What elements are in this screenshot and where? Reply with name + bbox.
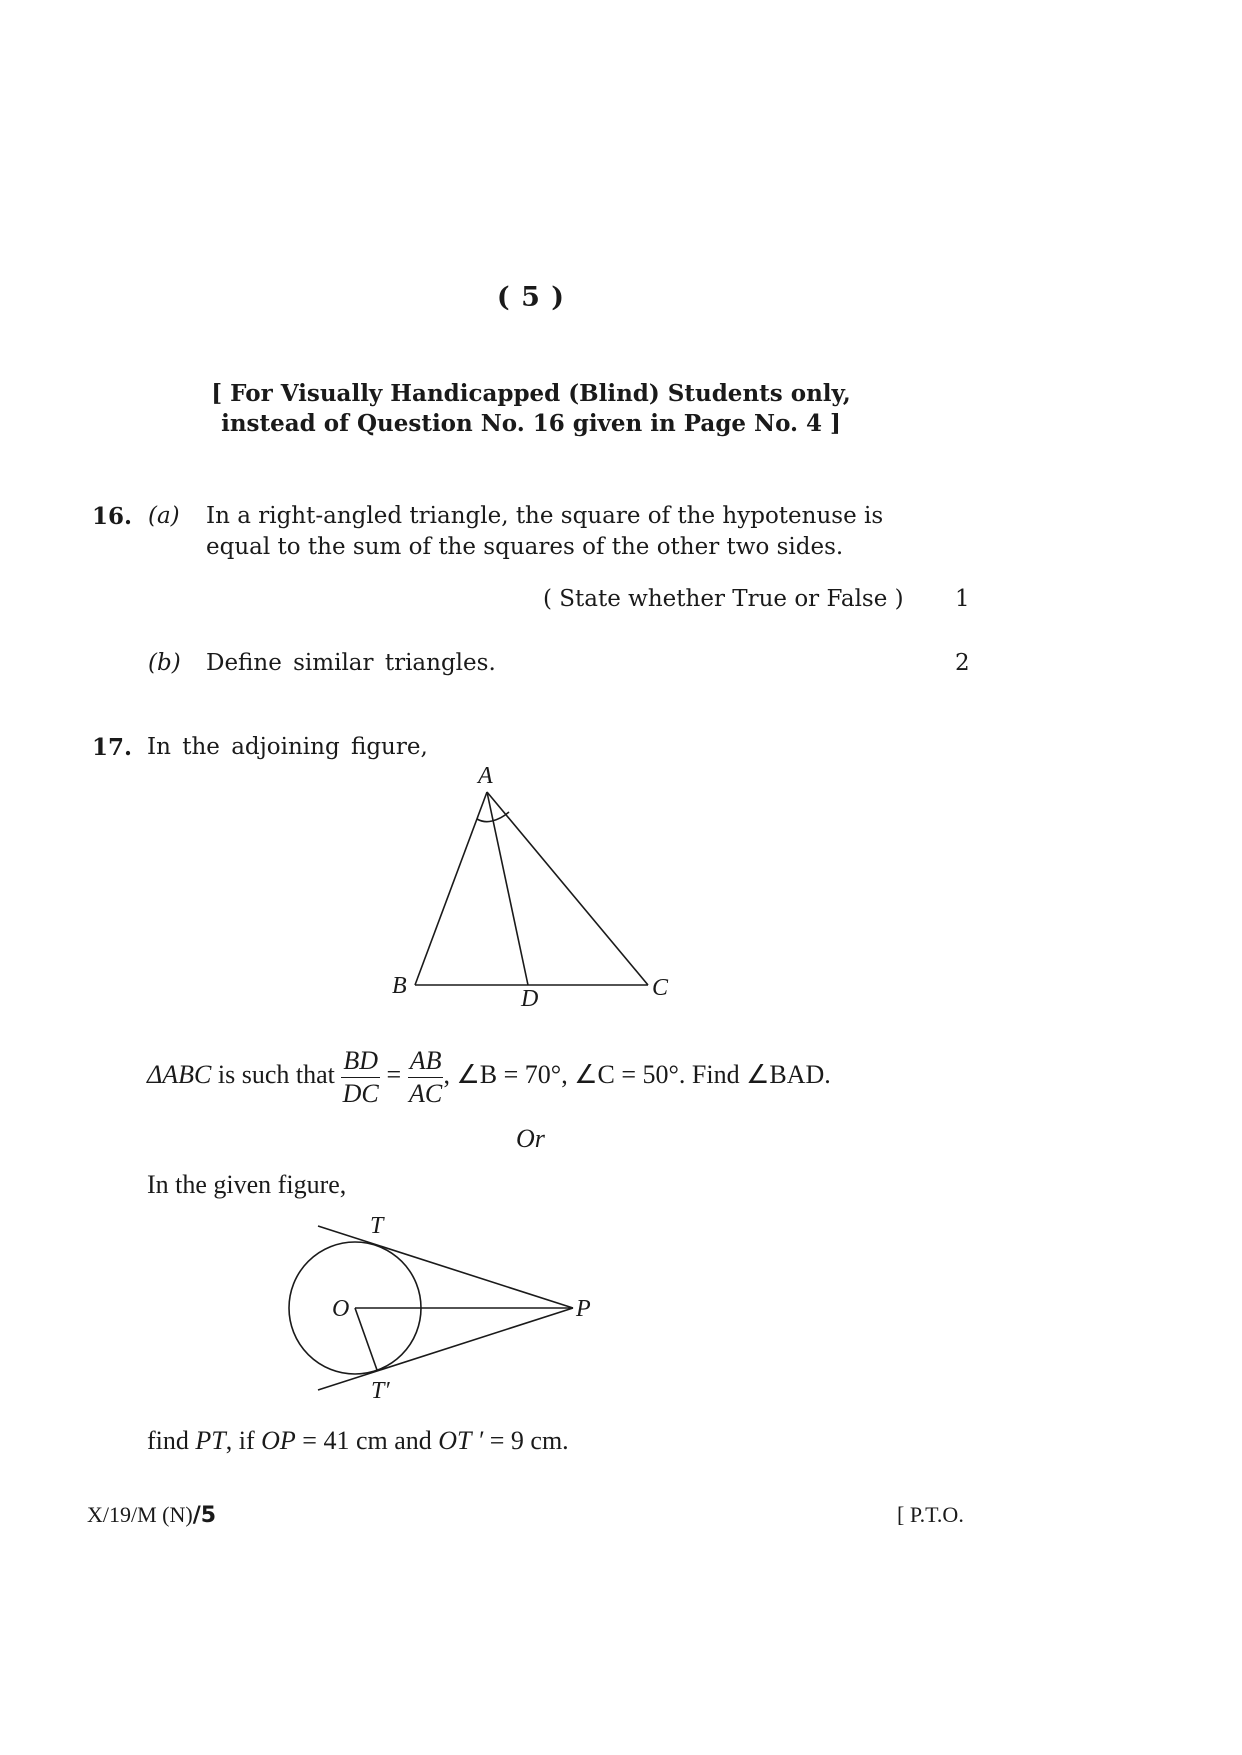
fraction-bd: BD [341, 1045, 380, 1078]
side-ac [487, 792, 648, 985]
q16a-label: (a) [148, 503, 180, 529]
label-c: C [652, 975, 669, 1001]
q16a-line1: In a right-angled triangle, the square of the hypotenuse is [206, 503, 884, 529]
or-separator: Or [516, 1124, 545, 1153]
q16a-instruction: ( State whether True or False ) [543, 586, 904, 612]
equals-sign: = [386, 1060, 402, 1089]
q17-number: 17. [92, 734, 133, 761]
q16b-marks: 2 [955, 650, 970, 676]
fraction-ac: AC [408, 1078, 443, 1108]
q17-alt-question [147, 1426, 569, 1456]
circle-tangent-figure [280, 1215, 610, 1415]
label-o: O [332, 1296, 350, 1322]
ot-prime-value: = 9 cm. [489, 1426, 569, 1455]
tangent-pt-prime [318, 1308, 573, 1390]
notice-line-2: instead of Question No. 16 given in Page No. 4 ] [221, 410, 841, 437]
pt-symbol: PT [195, 1426, 226, 1455]
radius-ot-prime [355, 1308, 377, 1370]
fraction-bd-dc [341, 1045, 380, 1110]
pto-marker: [ P.T.O. [897, 1502, 964, 1527]
delta-abc: ΔABC [147, 1060, 212, 1089]
fraction-ab: AB [408, 1045, 444, 1078]
find-word: find [147, 1426, 189, 1455]
op-value: = 41 cm and [302, 1426, 432, 1455]
q16a-marks: 1 [955, 586, 970, 612]
angle-arc-bad [477, 819, 492, 822]
q17-condition [147, 1040, 831, 1110]
fraction-dc: DC [342, 1078, 379, 1108]
angle-conditions: , ∠B = 70°, ∠C = 50°. Find ∠BAD. [443, 1060, 831, 1089]
page-number: ( 5 ) [496, 282, 566, 313]
paper-code-left: X/19/M (N) [87, 1502, 193, 1527]
q17-intro: In the adjoining figure, [147, 734, 428, 760]
is-such-that: is such that [217, 1060, 335, 1089]
q16b-text: Define similar triangles. [206, 650, 496, 676]
label-a: A [478, 763, 493, 789]
paper-code-page: /5 [192, 1503, 217, 1528]
ot-prime-symbol: OT ′ [438, 1426, 484, 1455]
q16a-line2: equal to the sum of the squares of the other two sides. [206, 534, 844, 560]
label-t-prime: T′ [371, 1378, 390, 1404]
if-word: , if [225, 1426, 255, 1455]
fraction-ab-ac [408, 1045, 444, 1110]
label-t: T [370, 1215, 384, 1239]
triangle-figure [380, 760, 700, 1020]
side-ab [415, 792, 487, 985]
q16b-label: (b) [148, 650, 181, 676]
q17-alt-intro: In the given figure, [147, 1170, 347, 1199]
notice-line-1: [ For Visually Handicapped (Blind) Students only, [211, 380, 851, 407]
op-symbol: OP [261, 1426, 296, 1455]
label-d: D [521, 986, 539, 1012]
label-b: B [392, 973, 407, 999]
tangent-pt [318, 1226, 573, 1308]
label-p: P [576, 1296, 591, 1322]
q16-number: 16. [92, 503, 133, 530]
paper-code [87, 1502, 216, 1528]
